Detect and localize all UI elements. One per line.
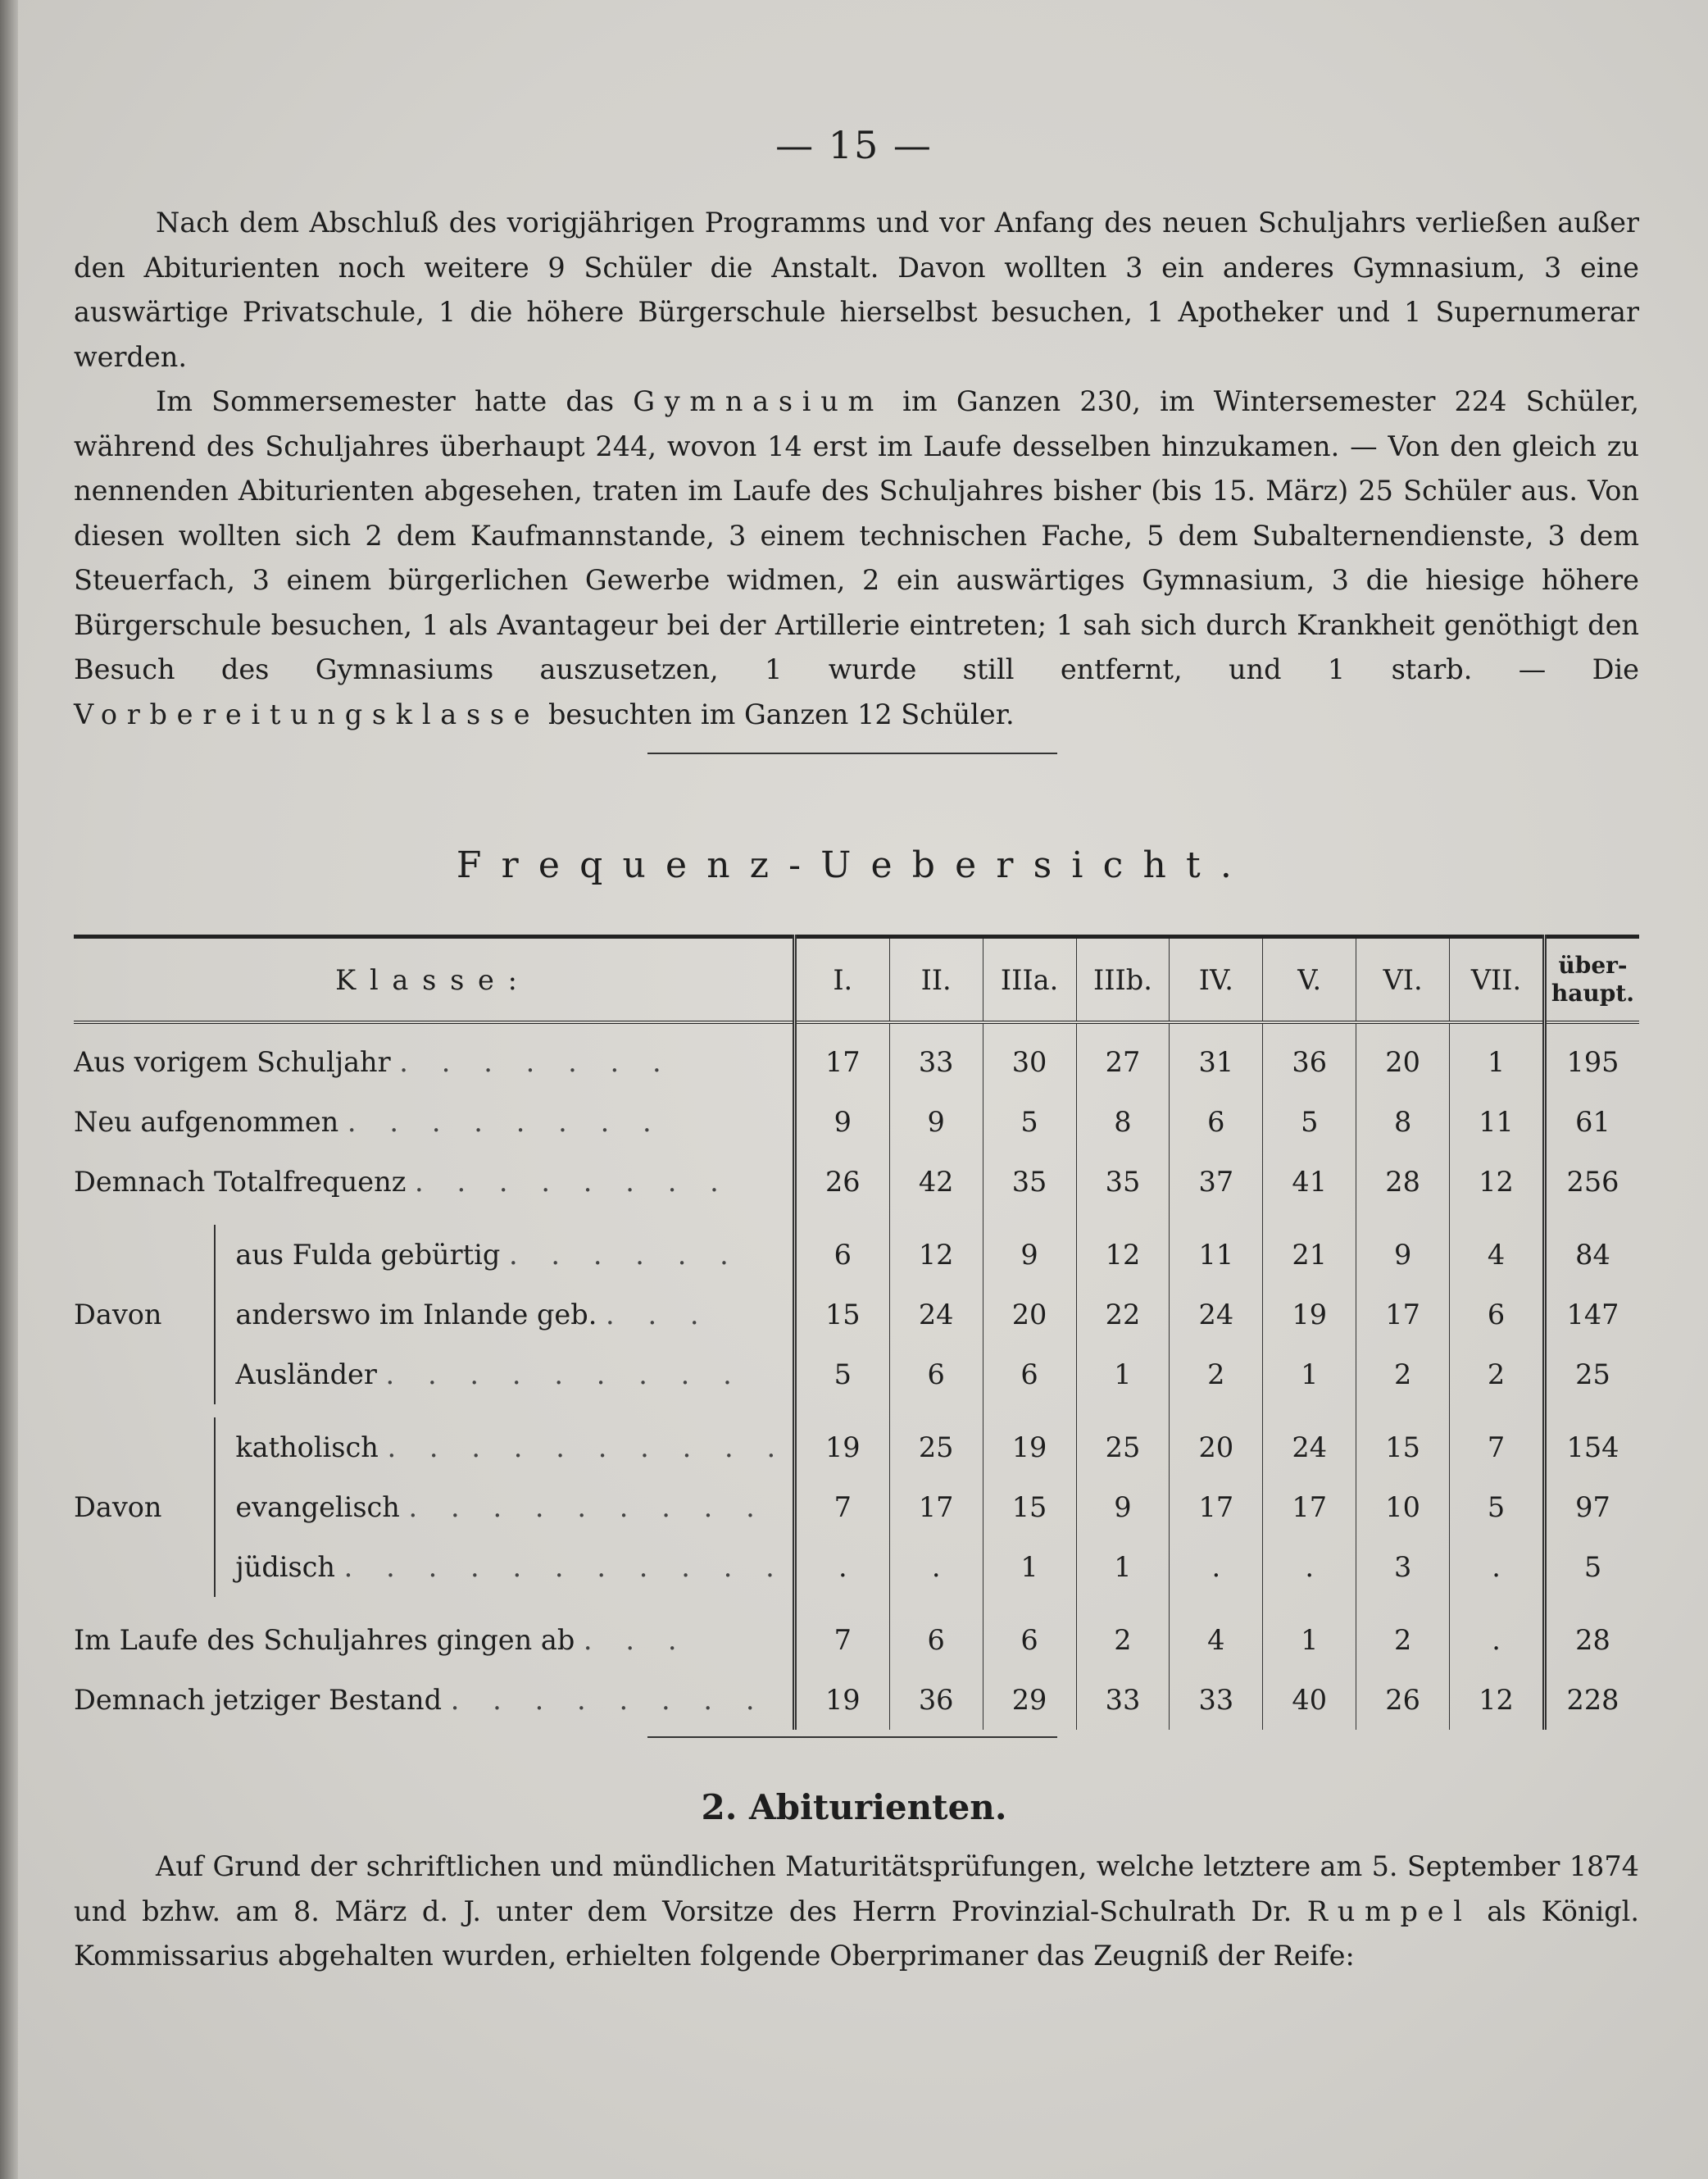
leader-dots: . . .	[583, 1624, 689, 1656]
spacer-row	[74, 1597, 1639, 1610]
cell: 9	[1076, 1477, 1170, 1537]
table-row	[74, 1344, 1639, 1404]
cell: 6	[983, 1610, 1076, 1670]
row-label	[74, 1610, 794, 1670]
row-label	[215, 1344, 794, 1404]
cell: 30	[983, 1022, 1076, 1092]
cell: 17	[1356, 1285, 1450, 1344]
cell: 9	[1356, 1225, 1450, 1285]
cell: 25	[1076, 1417, 1170, 1477]
row-label-text: aus Fulda gebürtig	[235, 1239, 501, 1271]
departures-paragraph	[74, 201, 1639, 737]
table-row	[74, 1022, 1639, 1092]
row-label-text: katholisch	[235, 1431, 379, 1463]
cell: 6	[1170, 1092, 1263, 1152]
cell: 4	[1170, 1610, 1263, 1670]
summer-text-1: Im Sommersemester hatte das	[156, 385, 634, 417]
total-header-line2: haupt.	[1551, 980, 1635, 1007]
intro-paragraph: Nach dem Abschluß des vorigjährigen Programms und vor Anfang des neuen Schuljahrs verließen außer den Abiturienten noch weitere 9 Schüler die Anstalt. Davon wollten 3 ein anderes Gymnasium, 3 eine auswärtige Privatschule, 1 die höhere Bürgerschule hierselbst besuchen, 1 Apotheker und 1 Supernumerar werden.	[74, 207, 1639, 373]
abiturienten-text-2: als Königl. Kommissarius abgehalten wurden, erhielten folgende Oberprimaner das Zeugniß der Reife:	[74, 1895, 1639, 1972]
row-label-text: Demnach jetziger Bestand	[74, 1684, 443, 1716]
spacer-row	[74, 1212, 1639, 1225]
leader-dots: . . . . . . . . . . .	[343, 1551, 787, 1583]
total-cell: 228	[1544, 1670, 1639, 1730]
row-label-text: Ausländer	[235, 1358, 377, 1390]
cell: .	[1263, 1537, 1356, 1597]
cell: 33	[1076, 1670, 1170, 1730]
total-cell: 147	[1544, 1285, 1639, 1344]
total-cell: 154	[1544, 1417, 1639, 1477]
row-label-text: Neu aufgenommen	[74, 1106, 339, 1138]
cell: 11	[1170, 1225, 1263, 1285]
cell: 2	[1076, 1610, 1170, 1670]
cell: 9	[889, 1092, 983, 1152]
row-label-text: Aus vorigem Schuljahr	[74, 1046, 391, 1078]
cell: 24	[889, 1285, 983, 1344]
col-header: II.	[889, 937, 983, 1023]
row-label	[215, 1417, 794, 1477]
row-label	[74, 1152, 794, 1212]
cell: 17	[794, 1022, 889, 1092]
leader-dots: . . . . . . . . . .	[387, 1431, 788, 1463]
leader-dots: . . . . . . .	[399, 1046, 674, 1078]
cell: 6	[889, 1344, 983, 1404]
table-row	[74, 1285, 1639, 1344]
cell: 5	[1450, 1477, 1545, 1537]
cell: 29	[983, 1670, 1076, 1730]
cell: 12	[1450, 1670, 1545, 1730]
cell: 6	[1450, 1285, 1545, 1344]
row-label	[215, 1285, 794, 1344]
cell: 21	[1263, 1225, 1356, 1285]
table-row	[74, 1152, 1639, 1212]
cell: 2	[1170, 1344, 1263, 1404]
total-cell: 97	[1544, 1477, 1639, 1537]
rumpel-spaced: Rumpel	[1306, 1895, 1472, 1927]
spacer-row	[74, 1404, 1639, 1417]
cell: 1	[1263, 1344, 1356, 1404]
cell: 2	[1356, 1344, 1450, 1404]
cell: 31	[1170, 1022, 1263, 1092]
cell: .	[1170, 1537, 1263, 1597]
cell: 1	[1076, 1344, 1170, 1404]
cell: 8	[1076, 1092, 1170, 1152]
cell: 28	[1356, 1152, 1450, 1212]
total-header-line1: über-	[1558, 952, 1628, 979]
cell: 12	[889, 1225, 983, 1285]
cell: 33	[889, 1022, 983, 1092]
cell: 1	[1076, 1537, 1170, 1597]
col-header: VI.	[1356, 937, 1450, 1023]
cell: 24	[1170, 1285, 1263, 1344]
cell: 19	[794, 1670, 889, 1730]
col-header: V.	[1263, 937, 1356, 1023]
leader-dots: . . . . . . . .	[415, 1166, 731, 1198]
total-cell: 195	[1544, 1022, 1639, 1092]
vorbereitungsklasse-spaced: Vorbereitungsklasse	[74, 698, 540, 730]
cell: 2	[1450, 1344, 1545, 1404]
total-cell: 61	[1544, 1092, 1639, 1152]
table-row	[74, 1610, 1639, 1670]
cell: 7	[794, 1610, 889, 1670]
cell: .	[1450, 1610, 1545, 1670]
row-label-text: Demnach Totalfrequenz	[74, 1166, 407, 1198]
total-cell: 5	[1544, 1537, 1639, 1597]
abiturienten-text	[74, 1845, 1639, 1979]
cell: 12	[1076, 1225, 1170, 1285]
cell: 19	[983, 1417, 1076, 1477]
leader-dots: . . .	[606, 1299, 711, 1331]
row-label	[215, 1225, 794, 1285]
leader-dots: . . . . . . . . .	[408, 1491, 767, 1523]
row-label	[74, 1670, 794, 1730]
summer-text-2: im Ganzen 230, im Wintersemester 224 Schüler, während des Schuljahres überhaupt 244, wovon 14 erst im Laufe desselben hinzukamen. — Von den gleich zu nennenden Abiturienten abgesehen, traten im Laufe des Schuljahres bisher (bis 15. März) 25 Schüler aus. Von diesen wollten sich 2 dem Kaufmannstande, 3 einem technischen Fache, 5 dem Subalternendienste, 3 dem Steuerfach, 3 einem bürgerlichen Gewerbe widmen, 2 ein auswärtiges Gymnasium, 3 die hiesige höhere Bürgerschule besuchen, 1 als Avantageur bei der Artillerie eintreten; 1 sah sich durch Krankheit genöthigt den Besuch des Gymnasiums auszusetzen, 1 wurde still entfernt, und 1 starb. — Die	[74, 385, 1640, 685]
cell: 20	[1170, 1417, 1263, 1477]
cell: 35	[1076, 1152, 1170, 1212]
cell: 26	[1356, 1670, 1450, 1730]
cell: 6	[983, 1344, 1076, 1404]
cell: 37	[1170, 1152, 1263, 1212]
cell: 5	[1263, 1092, 1356, 1152]
cell: 20	[1356, 1022, 1450, 1092]
cell: 17	[1263, 1477, 1356, 1537]
cell: .	[1450, 1537, 1545, 1597]
page-number: — 15 —	[775, 123, 933, 167]
total-header	[1544, 937, 1639, 1023]
summer-text-3: besuchten im Ganzen 12 Schüler.	[539, 698, 1015, 730]
cell: 15	[1356, 1417, 1450, 1477]
cell: 25	[889, 1417, 983, 1477]
total-cell: 256	[1544, 1152, 1639, 1212]
cell: 1	[983, 1537, 1076, 1597]
book-gutter	[0, 0, 18, 2179]
table-row	[74, 1092, 1639, 1152]
row-label	[215, 1537, 794, 1597]
cell: 41	[1263, 1152, 1356, 1212]
col-header: IV.	[1170, 937, 1263, 1023]
divider-top	[647, 753, 1057, 754]
cell: 5	[794, 1344, 889, 1404]
cell: .	[794, 1537, 889, 1597]
table-title: Frequenz-Uebersicht.	[456, 844, 1252, 886]
cell: 26	[794, 1152, 889, 1212]
table-row	[74, 1670, 1639, 1730]
cell: 19	[794, 1417, 889, 1477]
cell: 36	[1263, 1022, 1356, 1092]
leader-dots: . . . . . . . .	[450, 1684, 767, 1716]
table-row	[74, 1537, 1639, 1597]
cell: 36	[889, 1670, 983, 1730]
summer-paragraph	[74, 380, 1639, 737]
row-label-text: evangelisch	[235, 1491, 400, 1523]
row-label-text: anderswo im Inlande geb.	[235, 1299, 597, 1331]
table-row	[74, 1417, 1639, 1477]
cell: 1	[1263, 1610, 1356, 1670]
cell: 17	[1170, 1477, 1263, 1537]
leader-dots: . . . . . . . . .	[385, 1358, 744, 1390]
col-header: IIIb.	[1076, 937, 1170, 1023]
cell: 11	[1450, 1092, 1545, 1152]
cell: 20	[983, 1285, 1076, 1344]
table-row	[74, 1225, 1639, 1285]
divider-bottom	[647, 1736, 1057, 1738]
cell: 6	[889, 1610, 983, 1670]
cell: 40	[1263, 1670, 1356, 1730]
cell: 15	[794, 1285, 889, 1344]
cell: .	[889, 1537, 983, 1597]
cell: 10	[1356, 1477, 1450, 1537]
davon-origin-label: Davon	[74, 1299, 162, 1331]
leader-dots: . . . . . . . .	[347, 1106, 664, 1138]
cell: 17	[889, 1477, 983, 1537]
table-header-row	[74, 937, 1639, 1023]
total-cell: 84	[1544, 1225, 1639, 1285]
cell: 6	[794, 1225, 889, 1285]
cell: 24	[1263, 1417, 1356, 1477]
cell: 9	[983, 1225, 1076, 1285]
cell: 8	[1356, 1092, 1450, 1152]
cell: 9	[794, 1092, 889, 1152]
cell: 42	[889, 1152, 983, 1212]
frequency-table	[74, 935, 1639, 1730]
row-label-text: Im Laufe des Schuljahres gingen ab	[74, 1624, 575, 1656]
davon-religion-label: Davon	[74, 1491, 162, 1523]
cell: 2	[1356, 1610, 1450, 1670]
cell: 27	[1076, 1022, 1170, 1092]
cell: 4	[1450, 1225, 1545, 1285]
col-header: VII.	[1450, 937, 1545, 1023]
cell: 1	[1450, 1022, 1545, 1092]
cell: 35	[983, 1152, 1076, 1212]
col-header: IIIa.	[983, 937, 1076, 1023]
section-heading: 2. Abiturienten.	[701, 1787, 1007, 1827]
row-label	[215, 1477, 794, 1537]
row-label	[74, 1022, 794, 1092]
abiturienten-paragraph	[74, 1845, 1639, 1979]
table-row	[74, 1477, 1639, 1537]
cell: 19	[1263, 1285, 1356, 1344]
cell: 33	[1170, 1670, 1263, 1730]
cell: 12	[1450, 1152, 1545, 1212]
total-cell: 25	[1544, 1344, 1639, 1404]
abiturienten-text-1: Auf Grund der schriftlichen und mündlichen Maturitätsprüfungen, welche letztere am 5. September 1874 und bzhw. am 8. März d. J. unter dem Vorsitze des Herrn Provinzial-Schulrath Dr.	[74, 1850, 1639, 1927]
class-header: Klasse:	[74, 937, 794, 1023]
cell: 7	[794, 1477, 889, 1537]
row-label-text: jüdisch	[235, 1551, 336, 1583]
col-header: I.	[794, 937, 889, 1023]
gymnasium-spaced: Gymnasium	[633, 385, 884, 417]
cell: 5	[983, 1092, 1076, 1152]
total-cell: 28	[1544, 1610, 1639, 1670]
cell: 22	[1076, 1285, 1170, 1344]
cell: 7	[1450, 1417, 1545, 1477]
cell: 15	[983, 1477, 1076, 1537]
leader-dots: . . . . . .	[508, 1239, 741, 1271]
row-label	[74, 1092, 794, 1152]
cell: 3	[1356, 1537, 1450, 1597]
